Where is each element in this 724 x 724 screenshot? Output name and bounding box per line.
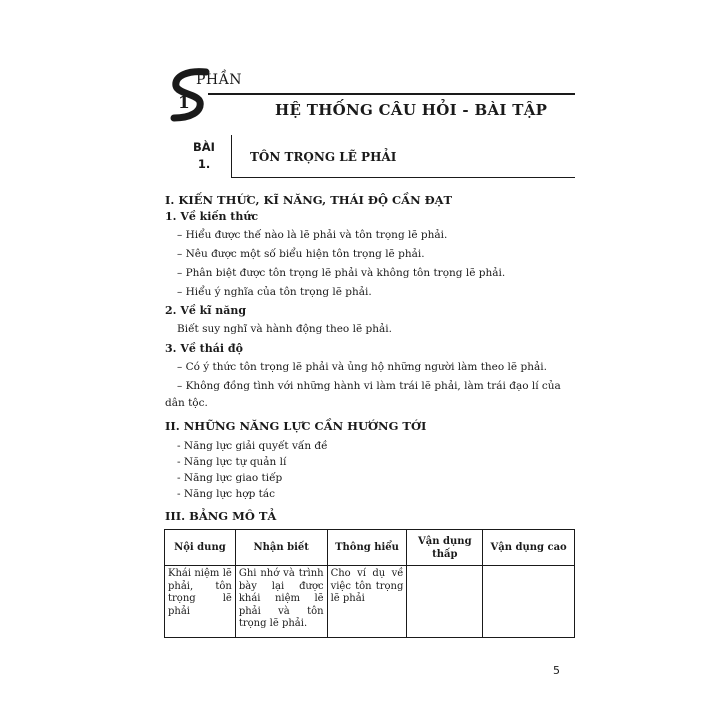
table-cell: [407, 566, 483, 638]
list-item: - Năng lực giải quyết vấn đề: [177, 440, 328, 452]
part-divider: [208, 93, 575, 95]
lesson-divider-horizontal: [231, 177, 575, 178]
table-row: [165, 566, 575, 638]
list-item: – Phân biệt được tôn trọng lẽ phải và không tôn trọng lẽ phải.: [177, 267, 506, 279]
list-item: – Hiểu được thế nào là lẽ phải và tôn trọng lẽ phải.: [177, 229, 448, 241]
table-header-cell: Nội dung: [165, 530, 236, 566]
list-item: - Năng lực hợp tác: [177, 488, 275, 500]
subsection-1-3-heading: 3. Về thái độ: [165, 342, 243, 355]
section-2-heading: II. NHỮNG NĂNG LỰC CẦN HƯỚNG TỚI: [165, 419, 427, 433]
table-cell: Ghi nhớ và trình bày lại được khái niệm lẽ phải và tôn trọng lẽ phải.: [235, 566, 327, 638]
part-title: HỆ THỐNG CÂU HỎI - BÀI TẬP: [275, 101, 548, 119]
table-header-cell: Nhận biết: [235, 530, 327, 566]
list-item: - Năng lực giao tiếp: [177, 472, 283, 484]
list-item: – Nêu được một số biểu hiện tôn trọng lẽ phải.: [177, 248, 425, 260]
table-header-row: [165, 530, 575, 566]
paragraph: Biết suy nghĩ và hành động theo lẽ phải.: [177, 323, 392, 335]
list-item: - Năng lực tự quản lí: [177, 456, 287, 468]
table-header-cell: Vận dụng thấp: [407, 530, 483, 566]
lesson-label-word: BÀI: [193, 140, 215, 154]
table-cell: [483, 566, 575, 638]
subsection-1-2-heading: 2. Về kĩ năng: [165, 304, 247, 317]
lesson-label: [184, 139, 224, 173]
table-cell: Cho ví dụ về việc tôn trọng lẽ phải: [327, 566, 407, 638]
part-label: PHẦN: [196, 72, 242, 88]
table-header-cell: Vận dụng cao: [483, 530, 575, 566]
lesson-title: TÔN TRỌNG LẼ PHẢI: [250, 150, 397, 164]
section-1-heading: I. KIẾN THỨC, KĨ NĂNG, THÁI ĐỘ CẦN ĐẠT: [165, 193, 453, 207]
list-item-continuation: dân tộc.: [165, 397, 208, 409]
description-table: [164, 529, 575, 638]
lesson-label-number: 1.: [197, 157, 211, 171]
lesson-divider-vertical: [231, 135, 232, 178]
page-number: 5: [553, 664, 560, 677]
list-item: – Có ý thức tôn trọng lẽ phải và ủng hộ những người làm theo lẽ phải.: [177, 361, 547, 373]
list-item: – Hiểu ý nghĩa của tôn trọng lẽ phải.: [177, 286, 372, 298]
table-cell: Khái niệm lẽ phải, tôn trọng lẽ phải: [165, 566, 236, 638]
table-header-cell: Thông hiểu: [327, 530, 407, 566]
subsection-1-1-heading: 1. Về kiến thức: [165, 210, 259, 223]
list-item: – Không đồng tình với những hành vi làm trái lẽ phải, làm trái đạo lí của: [177, 380, 561, 392]
section-3-heading: III. BẢNG MÔ TẢ: [165, 509, 277, 523]
part-number: 1: [178, 93, 190, 113]
